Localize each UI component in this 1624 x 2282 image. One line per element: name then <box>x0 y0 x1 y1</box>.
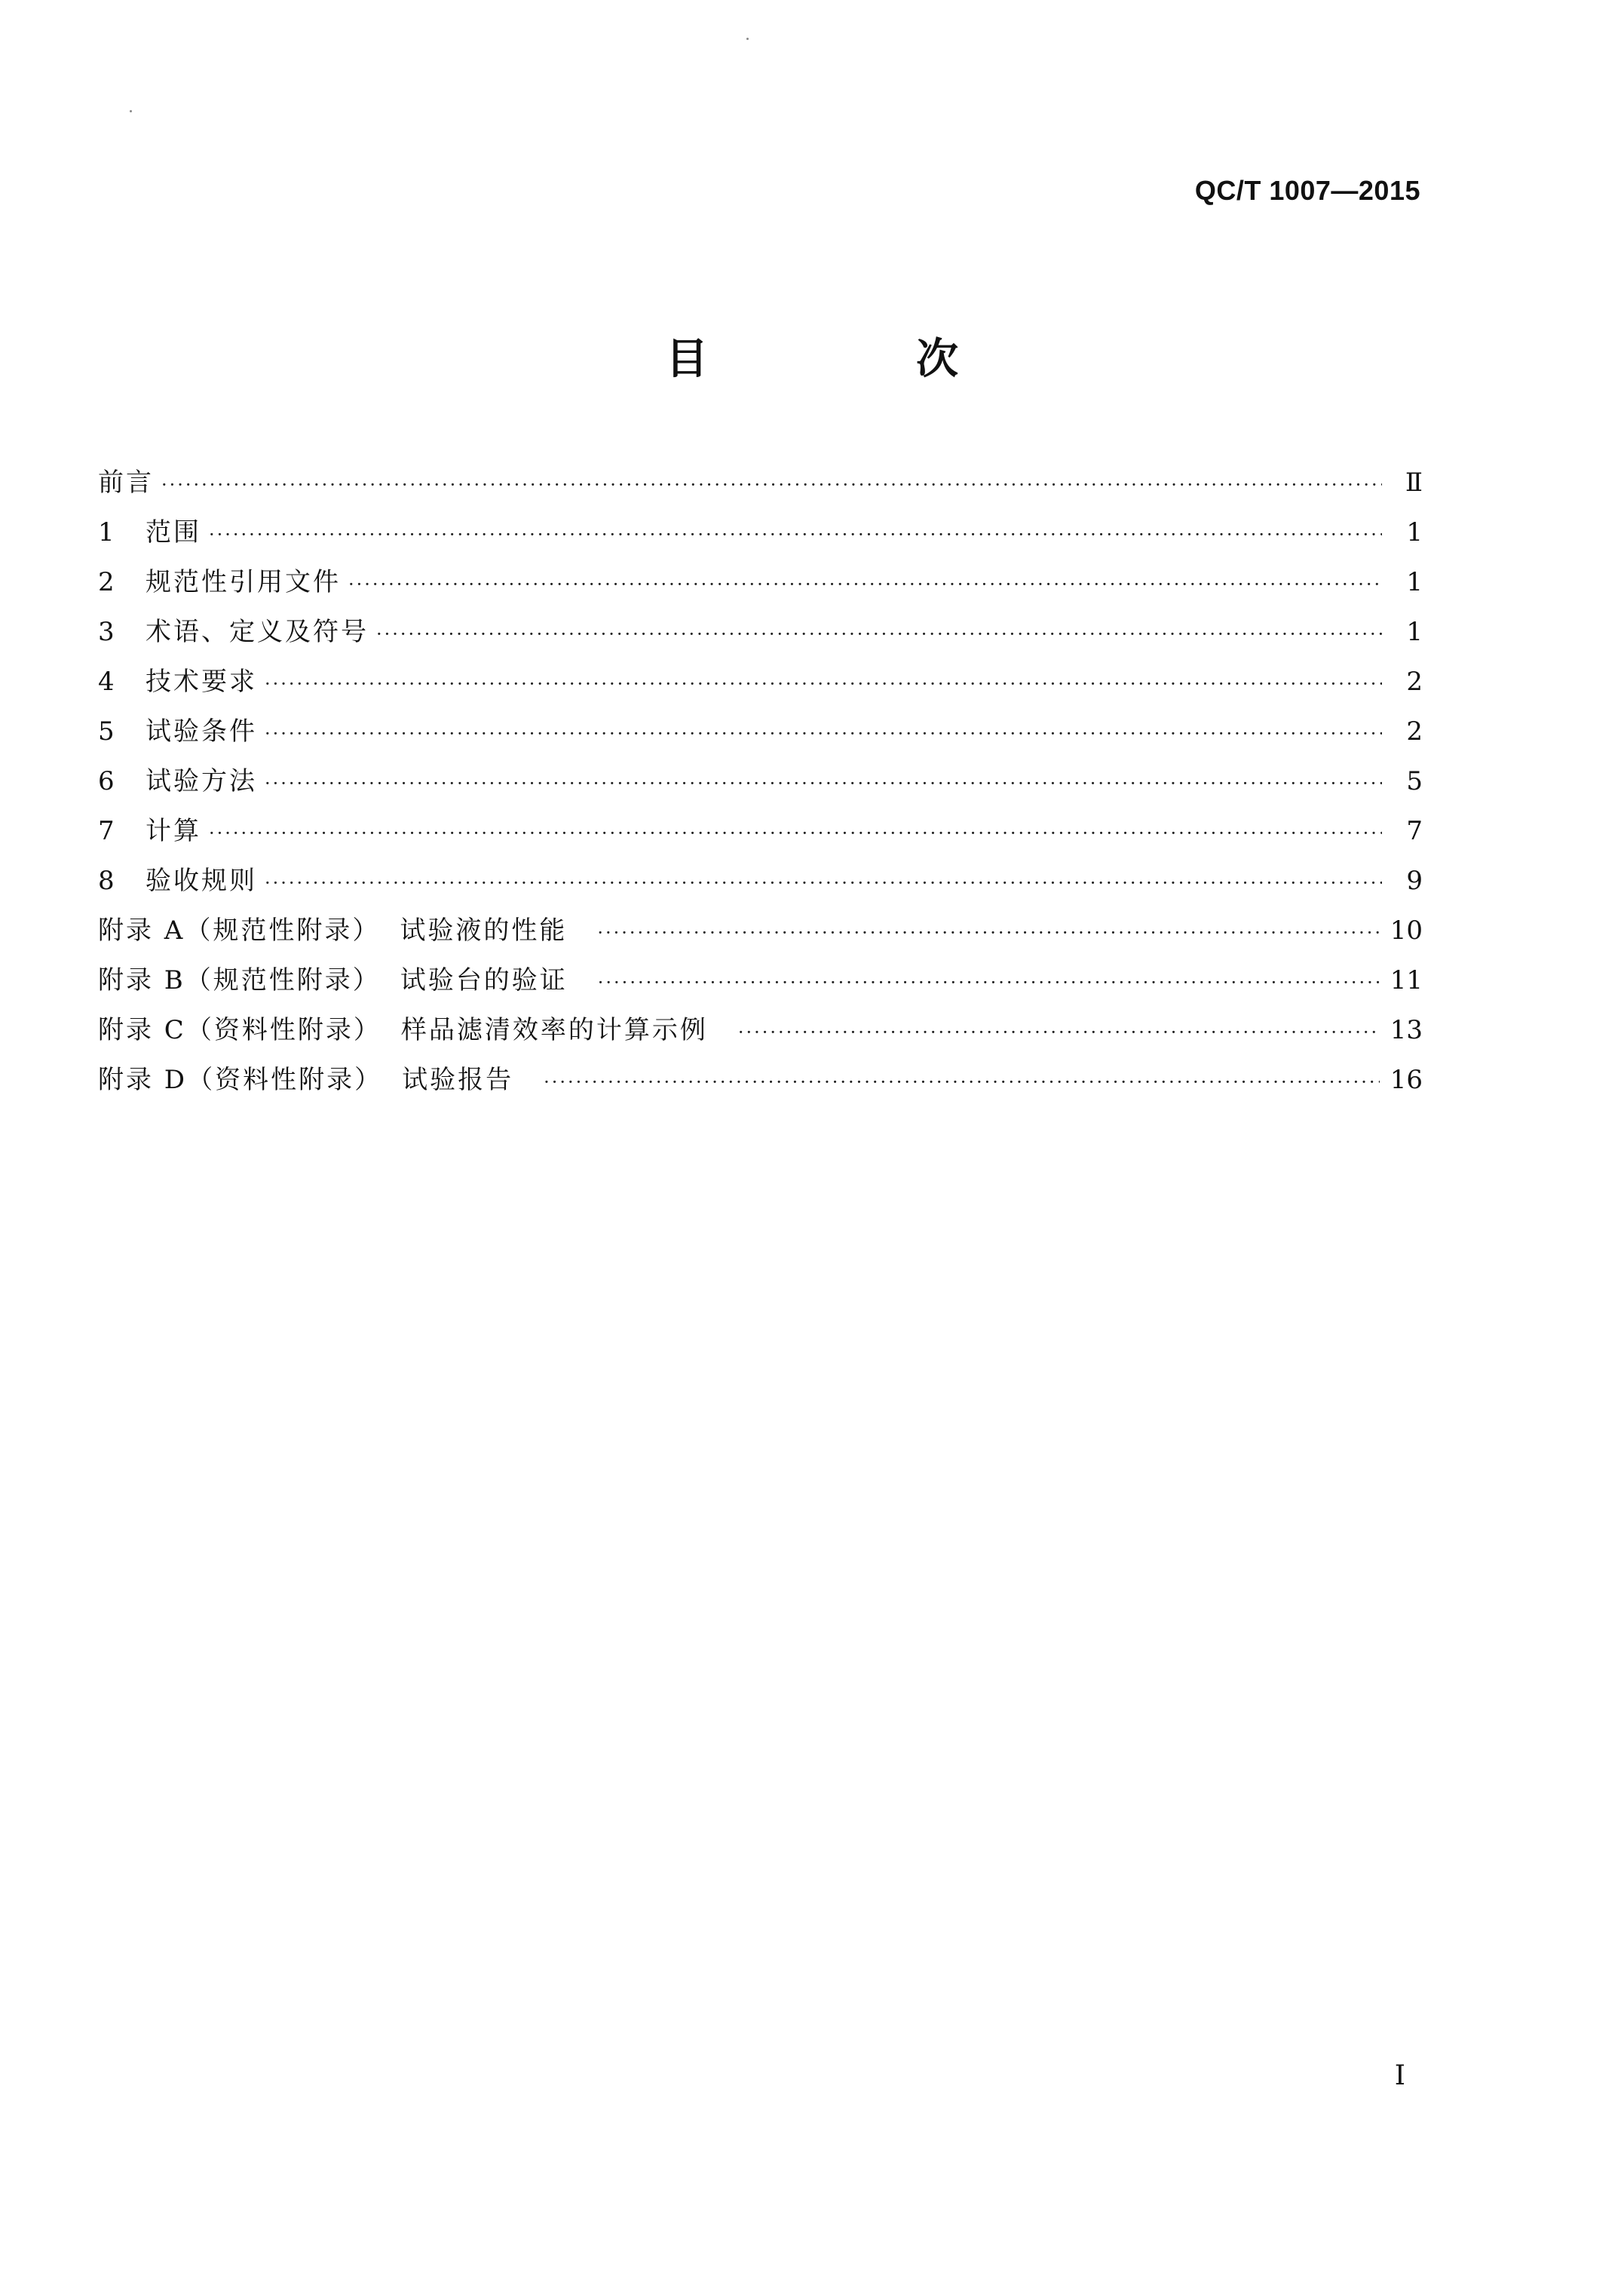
scan-speck <box>746 38 749 40</box>
toc-entry-number: 7 <box>98 816 115 846</box>
toc-entry[interactable] <box>98 856 1423 906</box>
toc-entry[interactable] <box>98 607 1423 657</box>
toc-entry-number: 2 <box>98 567 115 597</box>
toc-leader-dots <box>265 659 1382 709</box>
toc-entry-number: 3 <box>98 617 115 647</box>
toc-leader-dots <box>209 808 1382 858</box>
toc-entry[interactable] <box>98 806 1423 856</box>
toc-leader-dots <box>348 560 1382 609</box>
toc-appendix-label: 附录 C（资料性附录） <box>98 1015 381 1045</box>
toc-entry-text: 范围 <box>146 517 201 547</box>
toc-leader-dots <box>738 1008 1380 1057</box>
toc-leader-dots <box>544 1057 1380 1107</box>
toc-entry-page: 1 <box>1406 617 1423 647</box>
toc-entry-page: 11 <box>1390 965 1423 995</box>
toc-entry-number: 4 <box>98 667 115 697</box>
toc-appendix-title: 试验台的验证 <box>400 965 568 995</box>
page-number: Ⅰ <box>1394 2060 1405 2091</box>
toc-entry-page: 10 <box>1390 916 1423 946</box>
toc-leader-dots <box>598 958 1380 1008</box>
toc-leader-dots <box>209 510 1382 560</box>
toc-entry-number: 5 <box>98 716 115 747</box>
toc-entry-page: 2 <box>1406 716 1423 747</box>
toc-entry-page: 1 <box>1406 567 1423 597</box>
toc-appendix-title: 样品滤清效率的计算示例 <box>400 1015 708 1045</box>
toc-entry-page: 5 <box>1406 766 1423 796</box>
toc-entry[interactable] <box>98 557 1423 607</box>
toc-entry-text: 验收规则 <box>146 866 257 896</box>
toc-leader-dots <box>265 759 1382 808</box>
toc-entry-number: 6 <box>98 766 115 796</box>
toc-appendix-label: 附录 B（规范性附录） <box>98 965 381 995</box>
toc-entry-page: 7 <box>1406 816 1423 846</box>
toc-entry-number: 8 <box>98 866 115 896</box>
toc-entry-appendix[interactable] <box>98 1005 1423 1055</box>
toc-entry-text: 术语、定义及符号 <box>146 617 369 647</box>
toc-entry-page: 13 <box>1390 1015 1423 1045</box>
toc-entry-page: 9 <box>1406 866 1423 896</box>
toc-entry-text: 技术要求 <box>146 667 257 697</box>
toc-entry-appendix[interactable] <box>98 906 1423 955</box>
toc-appendix-label: 附录 D（资料性附录） <box>98 1065 383 1095</box>
toc-leader-dots <box>376 609 1382 659</box>
toc-entry[interactable] <box>98 458 1423 508</box>
toc-entry[interactable] <box>98 508 1423 557</box>
toc-appendix-title: 试验液的性能 <box>400 916 568 946</box>
toc-entry-text: 试验方法 <box>146 766 257 796</box>
toc-entry-text: 规范性引用文件 <box>146 567 341 597</box>
standard-code: QC/T 1007—2015 <box>1194 175 1420 206</box>
toc-entry[interactable] <box>98 657 1423 707</box>
scan-speck <box>130 110 132 112</box>
toc-leader-dots <box>161 460 1382 510</box>
toc-leader-dots <box>597 908 1379 958</box>
toc-entry-text: 试验条件 <box>146 716 257 747</box>
toc-leader-dots <box>265 709 1382 759</box>
table-of-contents <box>98 458 1423 1105</box>
toc-entry-text: 前言 <box>98 468 154 498</box>
toc-entry-number: 1 <box>98 517 115 547</box>
toc-entry-page: 1 <box>1406 517 1423 547</box>
toc-appendix-label: 附录 A（规范性附录） <box>98 916 381 946</box>
toc-entry[interactable] <box>98 756 1423 806</box>
toc-title: 目 次 <box>666 335 1041 384</box>
toc-entry-text: 计算 <box>146 816 201 846</box>
toc-leader-dots <box>265 858 1382 908</box>
toc-entry-appendix[interactable] <box>98 955 1423 1005</box>
toc-entry[interactable] <box>98 707 1423 756</box>
toc-entry-page: 16 <box>1390 1065 1423 1095</box>
toc-appendix-title: 试验报告 <box>402 1065 514 1095</box>
toc-entry-appendix[interactable] <box>98 1055 1423 1105</box>
toc-entry-page: Ⅱ <box>1405 468 1423 498</box>
toc-entry-page: 2 <box>1406 667 1423 697</box>
